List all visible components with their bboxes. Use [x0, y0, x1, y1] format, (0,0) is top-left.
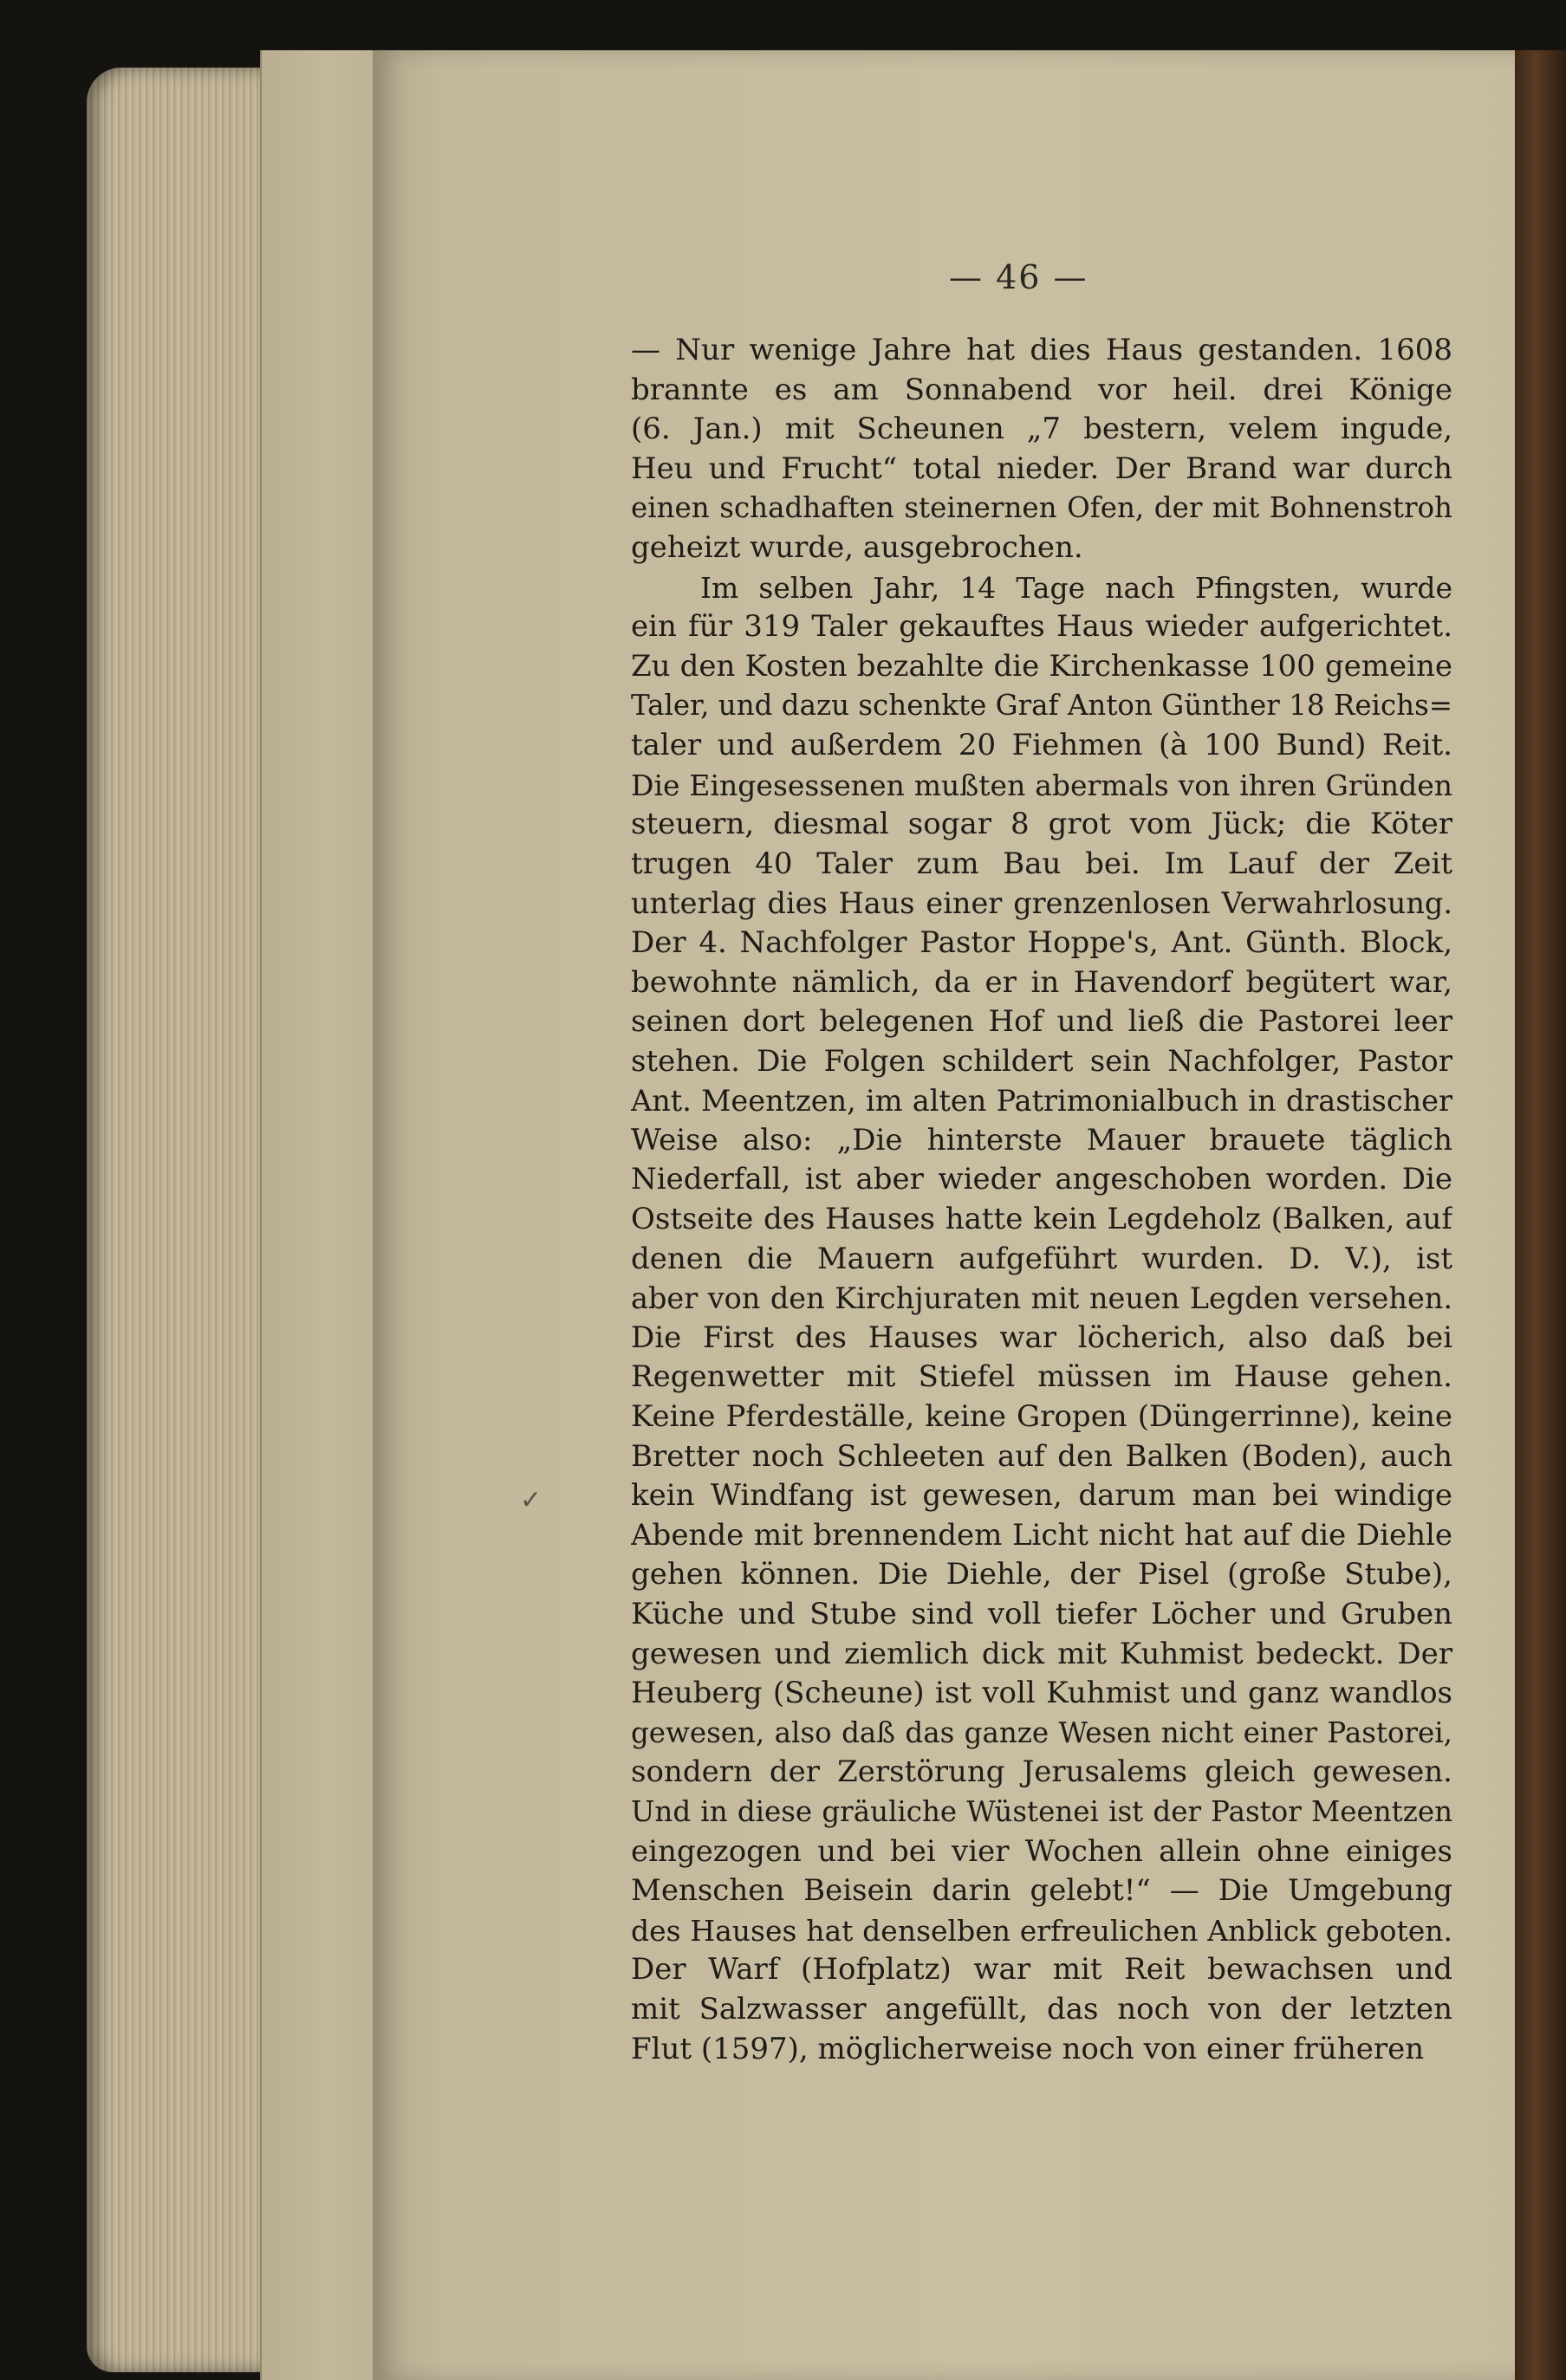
- text-line: steuern, diesmal sogar 8 grot vom Jück; die Köter: [631, 807, 1452, 842]
- text-line: brannte es am Sonnabend vor heil. drei Könige: [631, 372, 1452, 407]
- text-line: Weise also: „Die hinterste Mauer brauete täglich: [631, 1122, 1452, 1158]
- text-line: Niederfall, ist aber wieder angeschoben worden. Die: [631, 1162, 1452, 1197]
- text-line: Regenwetter mit Stiefel müssen im Hause gehen.: [631, 1359, 1452, 1395]
- text-line: mit Salzwasser angefüllt, das noch von der letzten: [631, 1991, 1452, 2027]
- text-line: denen die Mauern aufgeführt wurden. D. V.), ist: [631, 1241, 1452, 1276]
- text-line: ein für 319 Taler gekauftes Haus wieder aufgerichtet.: [631, 609, 1452, 645]
- text-line: Die First des Hauses war löcherich, also daß bei: [631, 1320, 1452, 1355]
- text-line: Abende mit brennendem Licht nicht hat auf die Diehle: [631, 1517, 1452, 1553]
- text-line: gewesen und ziemlich dick mit Kuhmist bedeckt. Der: [631, 1636, 1452, 1671]
- text-line: Die Eingesessenen mußten abermals von ihren Gründen: [631, 768, 1452, 802]
- text-line: Zu den Kosten bezahlte die Kirchenkasse 100 gemeine: [631, 648, 1452, 684]
- text-line: stehen. Die Folgen schildert sein Nachfolger, Pastor: [631, 1043, 1452, 1079]
- text-line: kein Windfang ist gewesen, darum man bei windige: [631, 1478, 1452, 1514]
- text-line: Heuberg (Scheune) ist voll Kuhmist und ganz wandlos: [631, 1676, 1452, 1711]
- text-line: Heu und Frucht“ total nieder. Der Brand war durch: [631, 451, 1452, 486]
- text-line: bewohnte nämlich, da er in Havendorf begütert war,: [631, 964, 1452, 1000]
- text-line: taler und außerdem 20 Fiehmen (à 100 Bund) Reit.: [631, 727, 1452, 762]
- body-text: [631, 331, 1452, 2069]
- text-line: einen schadhaften steinernen Ofen, der mit Bohnenstroh: [631, 491, 1452, 525]
- text-line: Bretter noch Schleeten auf den Balken (Boden), auch: [631, 1438, 1452, 1474]
- book-binding: [1515, 50, 1566, 2380]
- text-line: gehen können. Die Diehle, der Pisel (große Stube),: [631, 1557, 1452, 1592]
- margin-pencil-mark: ✓: [520, 1485, 543, 1515]
- text-line: unterlag dies Haus einer grenzenlosen Verwahrlosung.: [631, 886, 1452, 921]
- text-line: seinen dort belegenen Hof und ließ die Pastorei leer: [631, 1004, 1452, 1040]
- text-line: trugen 40 Taler zum Bau bei. Im Lauf der Zeit: [631, 846, 1452, 881]
- text-line: aber von den Kirchjuraten mit neuen Legden versehen.: [631, 1281, 1452, 1316]
- page-number: — 46 —: [949, 258, 1088, 296]
- text-line: Im selben Jahr, 14 Tage nach Pfingsten, wurde: [700, 570, 1452, 605]
- text-line: — Nur wenige Jahre hat dies Haus gestanden. 1608: [631, 333, 1452, 367]
- text-line: des Hauses hat denselben erfreulichen Anblick geboten.: [631, 1913, 1452, 1948]
- text-line: Und in diese gräuliche Wüstenei ist der Pastor Meentzen: [631, 1794, 1452, 1828]
- text-line: Küche und Stube sind voll tiefer Löcher und Gruben: [631, 1597, 1452, 1631]
- text-line: Keine Pferdeställe, keine Gropen (Düngerrinne), keine: [631, 1399, 1452, 1435]
- text-line: gewesen, also daß das ganze Wesen nicht einer Pastorei,: [631, 1715, 1452, 1749]
- text-line: sondern der Zerstörung Jerusalems gleich gewesen.: [631, 1754, 1452, 1790]
- text-line: Ostseite des Hauses hatte kein Legdeholz (Balken, auf: [631, 1202, 1452, 1237]
- text-line: eingezogen und bei vier Wochen allein ohne einiges: [631, 1833, 1452, 1869]
- text-line: Taler, und dazu schenkte Graf Anton Günther 18 Reichs=: [631, 689, 1452, 723]
- text-line: Menschen Beisein darin gelebt!“ — Die Umgebung: [631, 1873, 1452, 1909]
- text-line: (6. Jan.) mit Scheunen „7 bestern, velem ingude,: [631, 412, 1452, 447]
- text-line: Ant. Meentzen, im alten Patrimonialbuch in drastischer: [631, 1084, 1452, 1119]
- text-line: geheizt wurde, ausgebrochen.: [631, 529, 1083, 565]
- text-line: Der Warf (Hofplatz) war mit Reit bewachsen und: [631, 1952, 1452, 1988]
- text-line: Flut (1597), möglicherweise noch von einer früheren: [631, 2031, 1425, 2066]
- text-line: Der 4. Nachfolger Pastor Hoppe's, Ant. Günth. Block,: [631, 924, 1452, 960]
